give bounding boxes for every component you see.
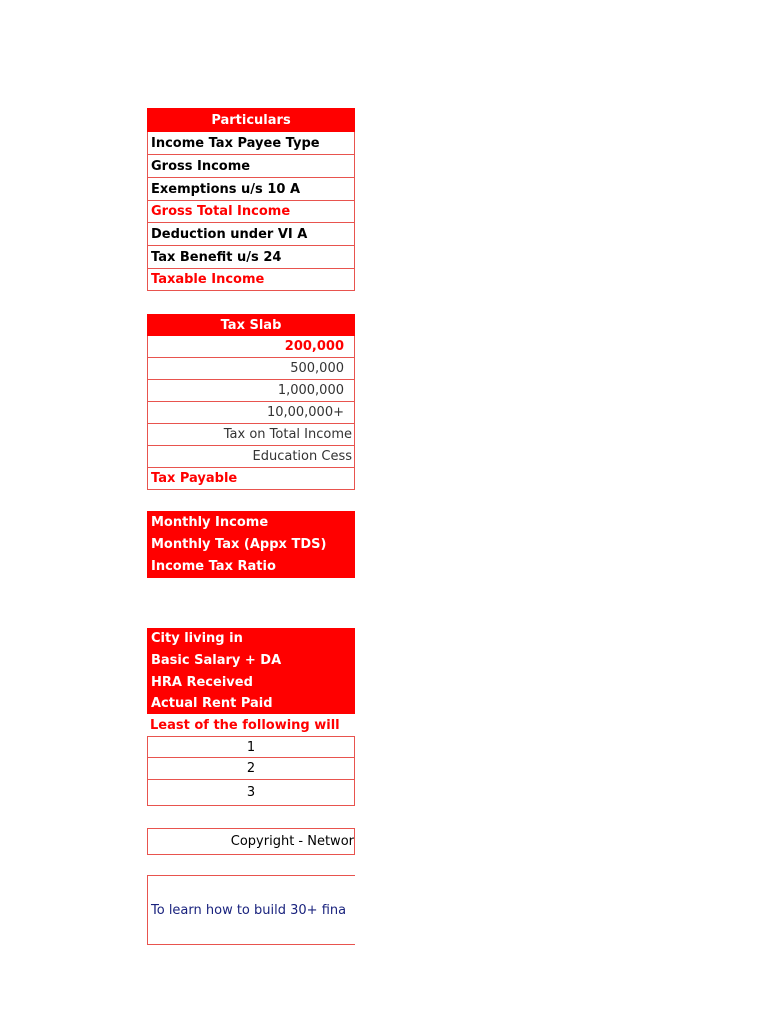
- learn-box: [147, 875, 355, 945]
- city-living-in-label[interactable]: City living in: [147, 628, 355, 649]
- tax-slab-header: Tax Slab: [147, 314, 355, 336]
- hra-option-1[interactable]: 1: [147, 736, 355, 758]
- particulars-table: [147, 108, 355, 291]
- particulars-row-gross-income[interactable]: Gross Income: [147, 155, 355, 178]
- tax-slab-table: [147, 314, 355, 490]
- tax-slab-row-tax-on-total-income[interactable]: Tax on Total Income: [147, 424, 355, 446]
- particulars-row-deduction[interactable]: Deduction under VI A: [147, 223, 355, 246]
- hra-option-2[interactable]: 2: [147, 758, 355, 780]
- particulars-row-exemptions[interactable]: Exemptions u/s 10 A: [147, 178, 355, 201]
- least-of-following-label: Least of the following will: [150, 717, 340, 733]
- income-tax-ratio-label[interactable]: Income Tax Ratio: [147, 555, 355, 577]
- tax-slab-row-education-cess[interactable]: Education Cess: [147, 446, 355, 468]
- actual-rent-paid-label[interactable]: Actual Rent Paid: [147, 693, 355, 714]
- particulars-row-taxable-income[interactable]: Taxable Income: [147, 269, 355, 291]
- hra-received-label[interactable]: HRA Received: [147, 671, 355, 693]
- tax-slab-row-200000[interactable]: 200,000: [147, 336, 355, 358]
- hra-option-3[interactable]: 3: [147, 780, 355, 806]
- monthly-tax-label[interactable]: Monthly Tax (Appx TDS): [147, 533, 355, 555]
- tax-slab-row-tax-payable[interactable]: Tax Payable: [147, 468, 355, 490]
- monthly-income-label[interactable]: Monthly Income: [147, 511, 355, 533]
- copyright-box: [147, 828, 355, 855]
- hra-block: [147, 628, 355, 806]
- copyright-text: Copyright - Networ: [147, 828, 355, 855]
- tax-slab-row-1000000-plus[interactable]: 10,00,000+: [147, 402, 355, 424]
- particulars-row-payee-type[interactable]: Income Tax Payee Type: [147, 132, 355, 155]
- hra-red-block: [147, 628, 355, 714]
- particulars-row-tax-benefit[interactable]: Tax Benefit u/s 24: [147, 246, 355, 269]
- basic-salary-label[interactable]: Basic Salary + DA: [147, 649, 355, 671]
- learn-link[interactable]: To learn how to build 30+ fina: [147, 875, 355, 945]
- tax-slab-row-1000000[interactable]: 1,000,000: [147, 380, 355, 402]
- particulars-row-gross-total-income[interactable]: Gross Total Income: [147, 201, 355, 223]
- particulars-header: Particulars: [147, 108, 355, 132]
- monthly-block: [147, 511, 355, 578]
- tax-slab-row-500000[interactable]: 500,000: [147, 358, 355, 380]
